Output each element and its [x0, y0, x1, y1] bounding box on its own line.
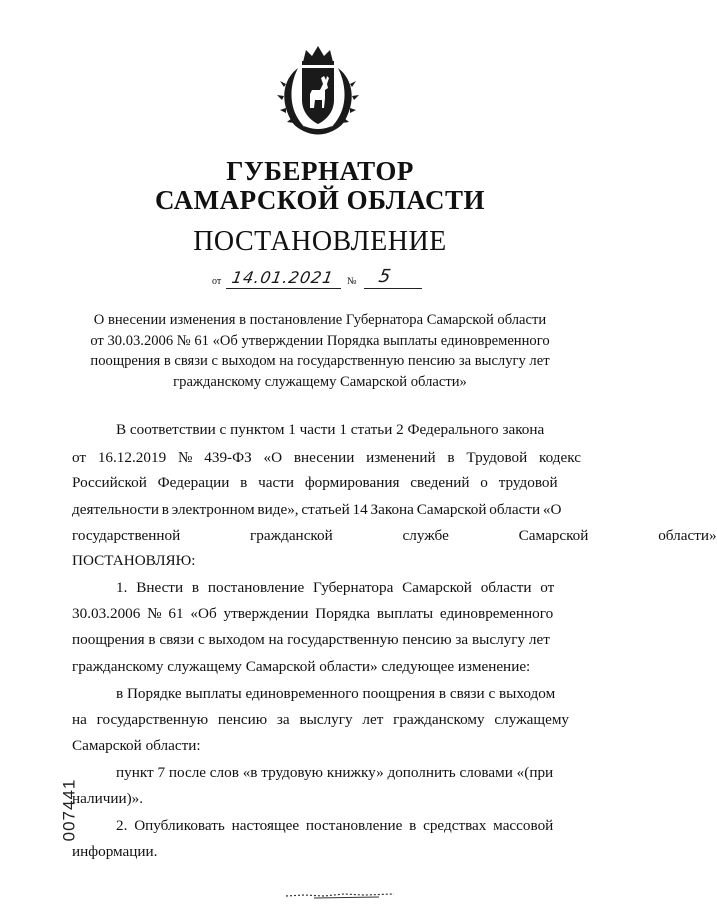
number-label: № — [347, 276, 357, 287]
body-line: гражданскому служащему Самарской области» следующее изменение: — [72, 658, 531, 675]
handwritten-date: 14.01.2021 — [230, 268, 336, 287]
body-line: в Порядке выплаты единовременного поощрения в связи с выходом — [116, 685, 556, 702]
body-line: Российской Федерации в части формирования сведений о трудовой — [72, 474, 558, 491]
body-line: пункт 7 после слов «в трудовую книжку» дополнить словами «(при — [116, 764, 554, 781]
side-registration-number: 007441 — [59, 778, 79, 842]
body-line: государственной гражданской службе Самарской области» — [72, 527, 717, 544]
body-line: на государственную пенсию за выслугу лет гражданскому служащему — [72, 711, 570, 728]
header-region: САМАРСКОЙ ОБЛАСТИ — [154, 185, 486, 215]
number-underline — [364, 288, 422, 289]
document-title — [70, 310, 570, 392]
body-line: поощрения в связи с выходом на государственную пенсию за выслугу лет — [72, 631, 550, 648]
body-line: 1. Внести в постановление Губернатора Самарской области от — [116, 579, 555, 596]
title-line: О внесении изменения в постановление Губернатора Самарской области — [93, 312, 547, 328]
body-line: деятельности в электронном виде», статьей 14 Закона Самарской области «О — [72, 501, 562, 518]
body-line: информации. — [72, 843, 158, 860]
body-line: от 16.12.2019 № 439-ФЗ «О внесении изменений в Трудовой кодекс — [72, 449, 582, 466]
document-type-title: ПОСТАНОВЛЕНИЕ — [193, 226, 447, 257]
handwritten-number: 5 — [377, 266, 393, 287]
body-line: Самарской области: — [72, 737, 201, 754]
title-line: гражданскому служащему Самарской области» — [173, 373, 467, 390]
body-line: 30.03.2006 № 61 «Об утверждении Порядка выплаты единовременного — [72, 605, 554, 622]
body-line: 2. Опубликовать настоящее постановление в средствах массовой — [116, 817, 554, 834]
header-governor: ГУБЕРНАТОР — [226, 156, 414, 186]
title-line: поощрения в связи с выходом на государственную пенсию за выслугу лет — [90, 353, 550, 369]
date-underline — [226, 288, 341, 289]
scan-artifact-mark — [284, 886, 396, 900]
body-line: наличии)». — [72, 790, 144, 807]
date-from-label: от — [212, 276, 222, 287]
samara-coat-of-arms-emblem — [268, 40, 368, 140]
body-line: В соответствии с пунктом 1 части 1 статьи 2 Федерального закона — [116, 421, 545, 438]
title-line: от 30.03.2006 № 61 «Об утверждении Порядка выплаты единовременного — [90, 332, 550, 349]
body-line: ПОСТАНОВЛЯЮ: — [72, 552, 196, 569]
date-number-line — [212, 266, 462, 290]
